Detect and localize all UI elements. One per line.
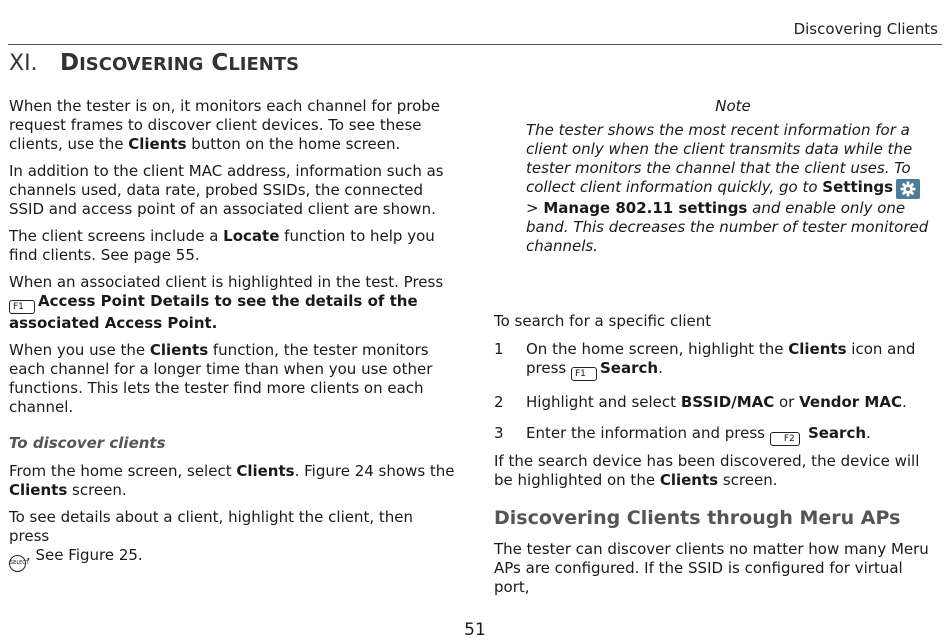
search-steps: [494, 340, 940, 458]
paragraph-intro: When the tester is on, it monitors each channel for probe request frames to discover client devices. To see these clients, use the Clients button on the home screen.: [9, 97, 441, 153]
f1-key-icon: F1: [9, 300, 35, 314]
section-heading: Discovering Clients through Meru APs: [494, 507, 901, 529]
page-number: 51: [464, 620, 486, 640]
paragraph-ap-details: When an associated client is highlighted in the test. Press F1 Access Point Details to see the details of the associated Access Point.: [9, 273, 444, 332]
paragraph-search-result: If the search device has been discovered, the device will be highlighted on the Clients screen.: [494, 452, 920, 489]
search-intro: To search for a specific client: [494, 312, 712, 330]
step-2: 2 Highlight and select BSSID/MAC or Vendor MAC.: [494, 393, 907, 411]
paragraph-clients-function: When you use the Clients function, the tester monitors each channel for a longer time than when you use other functions. This lets the tester find more clients on each channel.: [9, 341, 433, 416]
header-rule: [8, 44, 942, 45]
paragraph-info: In addition to the client MAC address, information such as channels used, data rate, probed SSIDs, the connected SSID and access point of an associated client are shown.: [9, 162, 444, 218]
chapter-number: XI.: [9, 51, 38, 76]
procedure-heading: To discover clients: [9, 434, 166, 452]
paragraph-select-clients: From the home screen, select Clients. Figure 24 shows the Clients screen.: [9, 462, 455, 499]
f1-key-icon: F1: [571, 367, 597, 381]
select-key-icon: SELECT: [9, 555, 26, 572]
paragraph-client-details: To see details about a client, highlight the client, then press SELECT. See Figure 25.: [9, 508, 455, 572]
chapter-name: DISCOVERING CLIENTS: [60, 50, 300, 76]
paragraph-locate: The client screens include a Locate function to help you find clients. See page 55.: [9, 227, 435, 264]
f2-key-icon: F2: [770, 432, 800, 446]
settings-gear-icon: [896, 179, 920, 199]
step-1: 1 On the home screen, highlight the Clients icon and press F1 Search.: [494, 340, 916, 379]
note-title: Note: [715, 97, 751, 115]
note-text: The tester shows the most recent information for a client only when the client transmits data while the tester monitors the channel that the client uses. To collect client information quickly, go to Settings > Manage 802.11 settings and enable only one band. This decreases the number of tester monitored channels.: [526, 121, 929, 255]
chapter-title: [9, 50, 299, 76]
note-block: [494, 97, 940, 256]
step-3: 3 Enter the information and press F2 Search.: [494, 424, 871, 444]
left-column: [9, 97, 455, 580]
section-text: The tester can discover clients no matter how many Meru APs are configured. If the SSID is configured for virtual port,: [494, 540, 929, 596]
running-header: Discovering Clients: [793, 20, 938, 38]
